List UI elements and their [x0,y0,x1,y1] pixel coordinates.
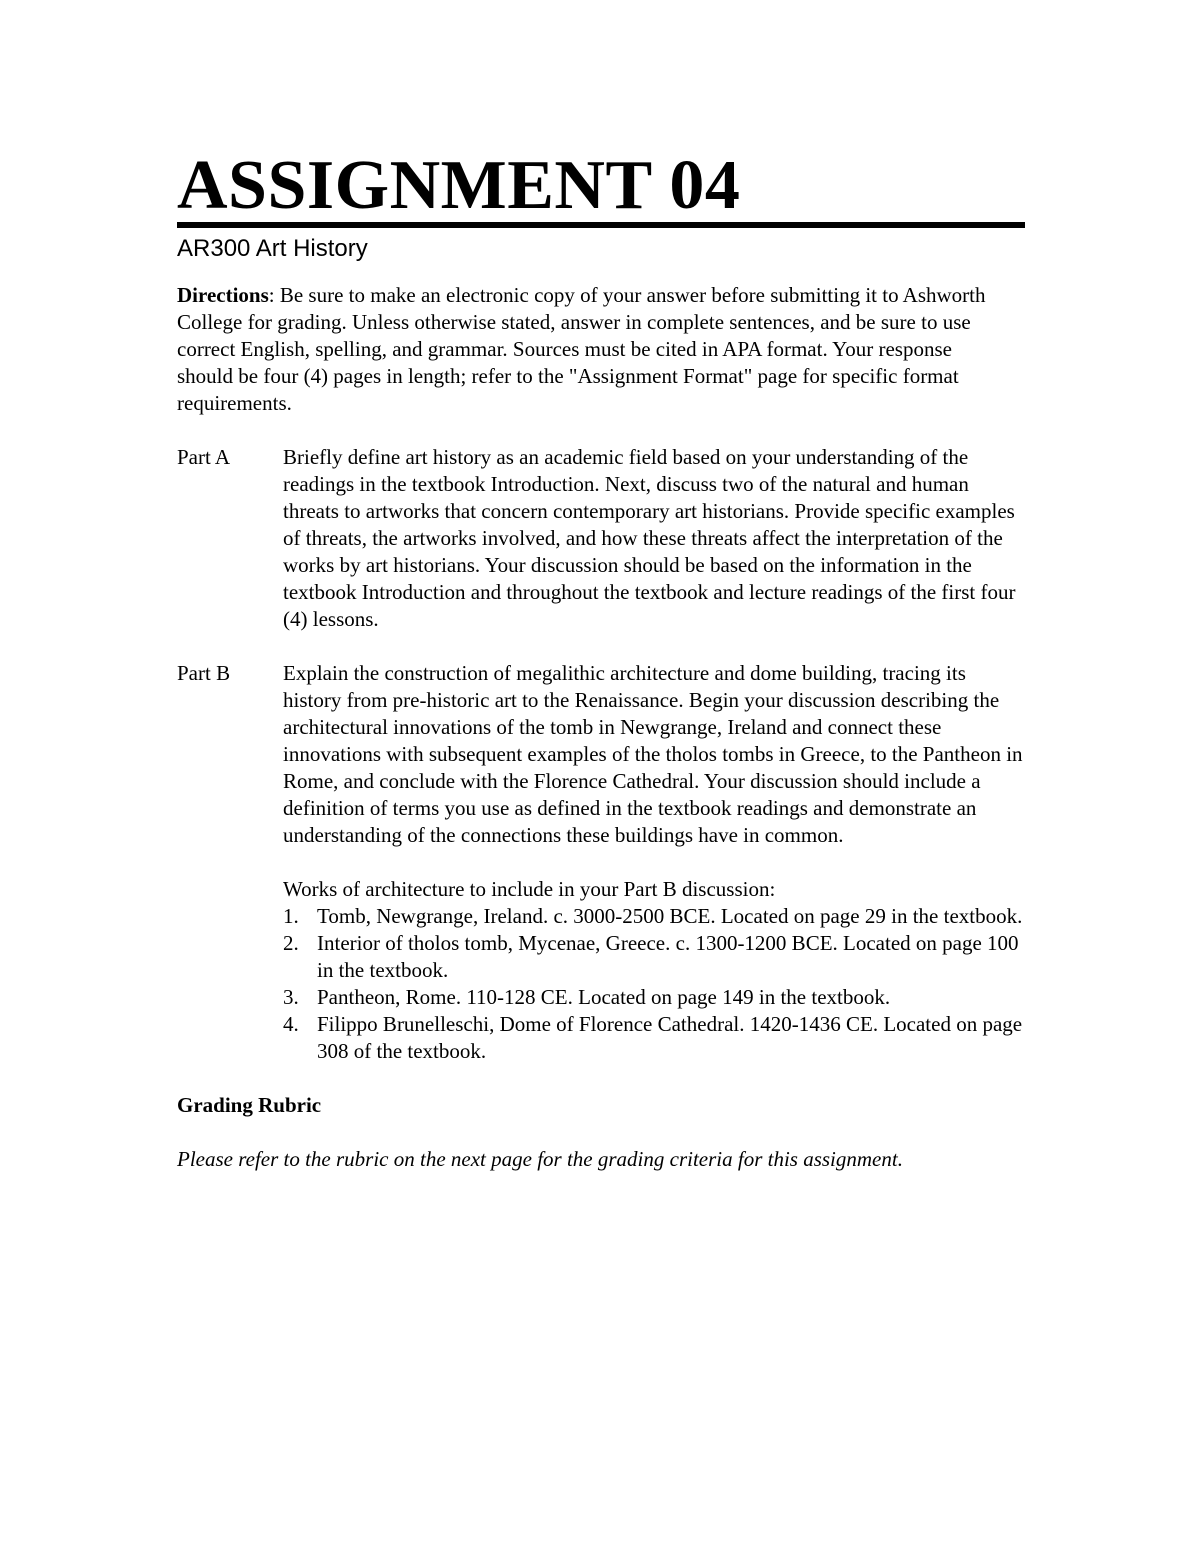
list-item [283,1011,1025,1065]
works-list [283,903,1025,1065]
directions-paragraph [177,282,1007,417]
list-item-text: Tomb, Newgrange, Ireland. c. 3000-2500 BCE. Located on page 29 in the textbook. [317,904,1023,928]
list-item-text: Filippo Brunelleschi, Dome of Florence Cathedral. 1420-1436 CE. Located on page 308 of the textbook. [317,1012,1023,1063]
list-item [283,903,1025,930]
list-item [283,984,1025,1011]
rubric-heading: Grading Rubric [177,1093,322,1117]
directions-text: : Be sure to make an electronic copy of your answer before submitting it to Ashworth College for grading. Unless otherwise stated, answer in complete sentences, and be sure to use correct English, spelling, and grammar. Sources must be cited in APA format. Your response should be four (4) pages in length; refer to the "Assignment Format" page for specific format requirements. [177,283,986,415]
part-a-label: Part A [177,445,231,469]
part-a-section [177,444,1025,633]
document-title: ASSIGNMENT 04 [177,147,741,224]
list-item-number: 4. [283,1012,299,1036]
rubric-note: Please refer to the rubric on the next page for the grading criteria for this assignment. [177,1147,903,1171]
list-item-number: 1. [283,904,299,928]
directions-label: Directions [177,283,269,307]
list-item-number: 2. [283,931,299,955]
list-item-text: Pantheon, Rome. 110-128 CE. Located on page 149 in the textbook. [317,985,891,1009]
list-item-number: 3. [283,985,299,1009]
part-a-text: Briefly define art history as an academic field based on your understanding of the readings in the textbook Introduction. Next, discuss two of the natural and human threats to artworks that concern contemporary art historians. Provide specific examples of threats, the artworks involved, and how these threats affect the interpretation of the works by art historians. Your discussion should be based on the information in the textbook Introduction and throughout the textbook and lecture readings of the first four (4) lessons. [283,445,1016,631]
document-page [177,148,1025,1173]
part-b-text: Explain the construction of megalithic architecture and dome building, tracing its history from pre-historic art to the Renaissance. Begin your discussion describing the architectural innovations of the tomb in Newgrange, Ireland and connect these innovations with subsequent examples of the tholos tombs in Greece, to the Pantheon in Rome, and conclude with the Florence Cathedral. Your discussion should include a definition of terms you use as defined in the textbook readings and demonstrate an understanding of the connections these buildings have in common. [283,661,1023,847]
list-item-text: Interior of tholos tomb, Mycenae, Greece. c. 1300-1200 BCE. Located on page 100 in the textbook. [317,931,1019,982]
part-b-label: Part B [177,661,231,685]
part-b-section [177,660,1025,1065]
course-title: AR300 Art History [177,235,368,262]
list-item [283,930,1025,984]
part-b-content [283,660,1025,1065]
works-intro: Works of architecture to include in your Part B discussion: [283,877,776,901]
